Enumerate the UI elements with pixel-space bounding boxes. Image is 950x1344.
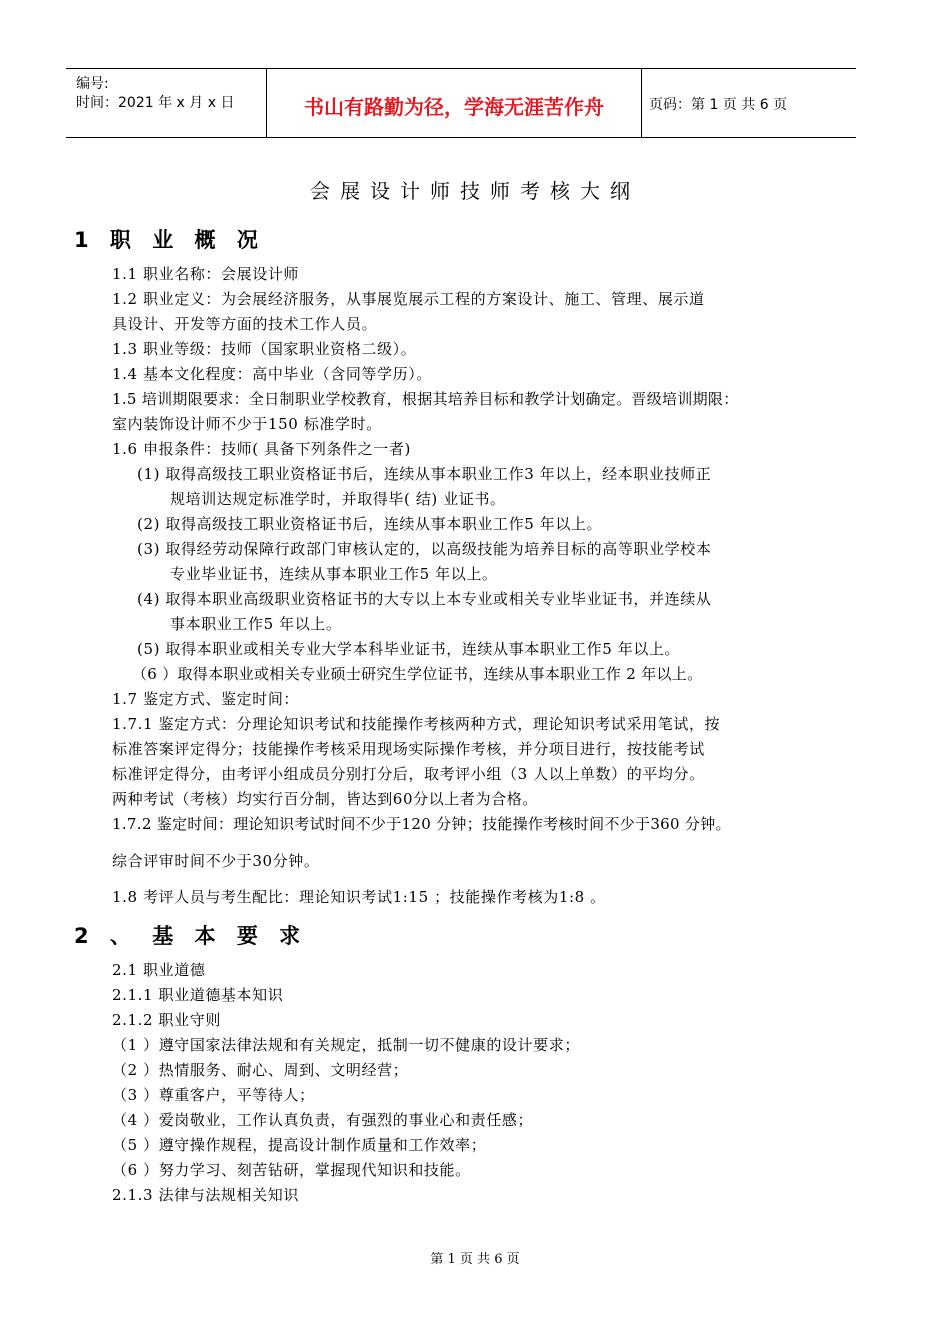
text-line: 标准答案评定得分；技能操作考核采用现场实际操作考核，并分项目进行，按技能考试 — [112, 740, 705, 758]
text-line: 1.1 职业名称：会展设计师 — [112, 265, 300, 283]
text-line: (1) 取得高级技工职业资格证书后，连续从事本职业工作3 年以上，经本职业技师正 — [137, 465, 712, 483]
text-line: 事本职业工作5 年以上。 — [170, 615, 342, 633]
text-line: （5 ）遵守操作规程，提高设计制作质量和工作效率； — [112, 1136, 487, 1154]
document-title: 会展设计师技师考核大纲 — [310, 179, 640, 203]
text-line: 2.1.2 职业守则 — [112, 1011, 221, 1029]
section-heading-1: 1 职 业 概 况 — [74, 228, 265, 252]
section-heading-2: 2 、 基 本 要 求 — [74, 924, 308, 948]
text-line: 标准评定得分，由考评小组成员分别打分后，取考评小组（3 人以上单数）的平均分。 — [112, 765, 705, 783]
text-line: 2.1 职业道德 — [112, 961, 206, 979]
text-line: （6 ）取得本职业或相关专业硕士研究生学位证书，连续从事本职业工作 2 年以上。 — [132, 665, 703, 683]
text-line: （2 ）热情服务、耐心、周到、文明经营； — [112, 1061, 409, 1079]
text-line: (5) 取得本职业或相关专业大学本科毕业证书，连续从事本职业工作5 年以上。 — [137, 640, 681, 658]
text-line: 1.7.1 鉴定方式：分理论知识考试和技能操作考核两种方式，理论知识考试采用笔试，按 — [112, 715, 721, 733]
text-line: （1 ）遵守国家法律法规和有关规定，抵制一切不健康的设计要求； — [112, 1036, 580, 1054]
text-line: (2) 取得高级技工职业资格证书后，连续从事本职业工作5 年以上。 — [137, 515, 603, 533]
header-page-info: 页码：第 1 页 共 6 页 — [649, 97, 788, 113]
text-line: 1.3 职业等级：技师（国家职业资格二级）。 — [112, 340, 417, 358]
text-line: 1.7 鉴定方式、鉴定时间： — [112, 690, 300, 708]
text-line: (3) 取得经劳动保障行政部门审核认定的，以高级技能为培养目标的高等职业学校本 — [137, 540, 712, 558]
text-line: 1.5 培训期限要求：全日制职业学校教育，根据其培养目标和教学计划确定。晋级培训期限： — [112, 390, 739, 408]
text-line: 1.6 申报条件：技师( 具备下列条件之一者) — [112, 440, 411, 458]
text-line: （4 ）爱岗敬业，工作认真负责，有强烈的事业心和责任感； — [112, 1111, 534, 1129]
text-line: 1.2 职业定义：为会展经济服务，从事展览展示工程的方案设计、施工、管理、展示道 — [112, 290, 705, 308]
text-line: 1.7.2 鉴定时间：理论知识考试时间不少于120 分钟；技能操作考核时间不少于360 分钟。 — [112, 815, 731, 833]
text-line: 2.1.3 法律与法规相关知识 — [112, 1186, 299, 1204]
text-line: 1.4 基本文化程度：高中毕业（含同等学历）。 — [112, 365, 432, 383]
document-time-label: 时间：2021 年 x 月 x 日 — [76, 95, 235, 111]
text-line: 两种考试（考核）均实行百分制，皆达到60分以上者为合格。 — [112, 790, 538, 808]
footer-page-number: 第 1 页 共 6 页 — [430, 1252, 520, 1267]
text-line: 具设计、开发等方面的技术工作人员。 — [112, 315, 378, 333]
motto-text: 书山有路勤为径，学海无涯苦作舟 — [304, 95, 604, 119]
text-line: （6 ）努力学习、刻苦钻研，掌握现代知识和技能。 — [112, 1161, 471, 1179]
header-motto-cell — [266, 69, 642, 137]
document-number-label: 编号: — [76, 76, 109, 92]
header-page-cell — [641, 69, 856, 137]
text-line: （3 ）尊重客户，平等待人； — [112, 1086, 315, 1104]
text-line: 2.1.1 职业道德基本知识 — [112, 986, 284, 1004]
text-line: 专业毕业证书，连续从事本职业工作5 年以上。 — [170, 565, 498, 583]
text-line: 综合评审时间不少于30分钟。 — [112, 852, 320, 870]
text-line: 规培训达规定标准学时，并取得毕( 结) 业证书。 — [170, 490, 506, 508]
text-line: 室内装饰设计师不少于150 标准学时。 — [112, 415, 382, 433]
header-left-cell — [66, 69, 266, 137]
text-line: (4) 取得本职业高级职业资格证书的大专以上本专业或相关专业毕业证书，并连续从 — [137, 590, 712, 608]
text-line: 1.8 考评人员与考生配比：理论知识考试1:15 ；技能操作考核为1:8 。 — [112, 888, 606, 906]
header-table — [66, 68, 856, 138]
